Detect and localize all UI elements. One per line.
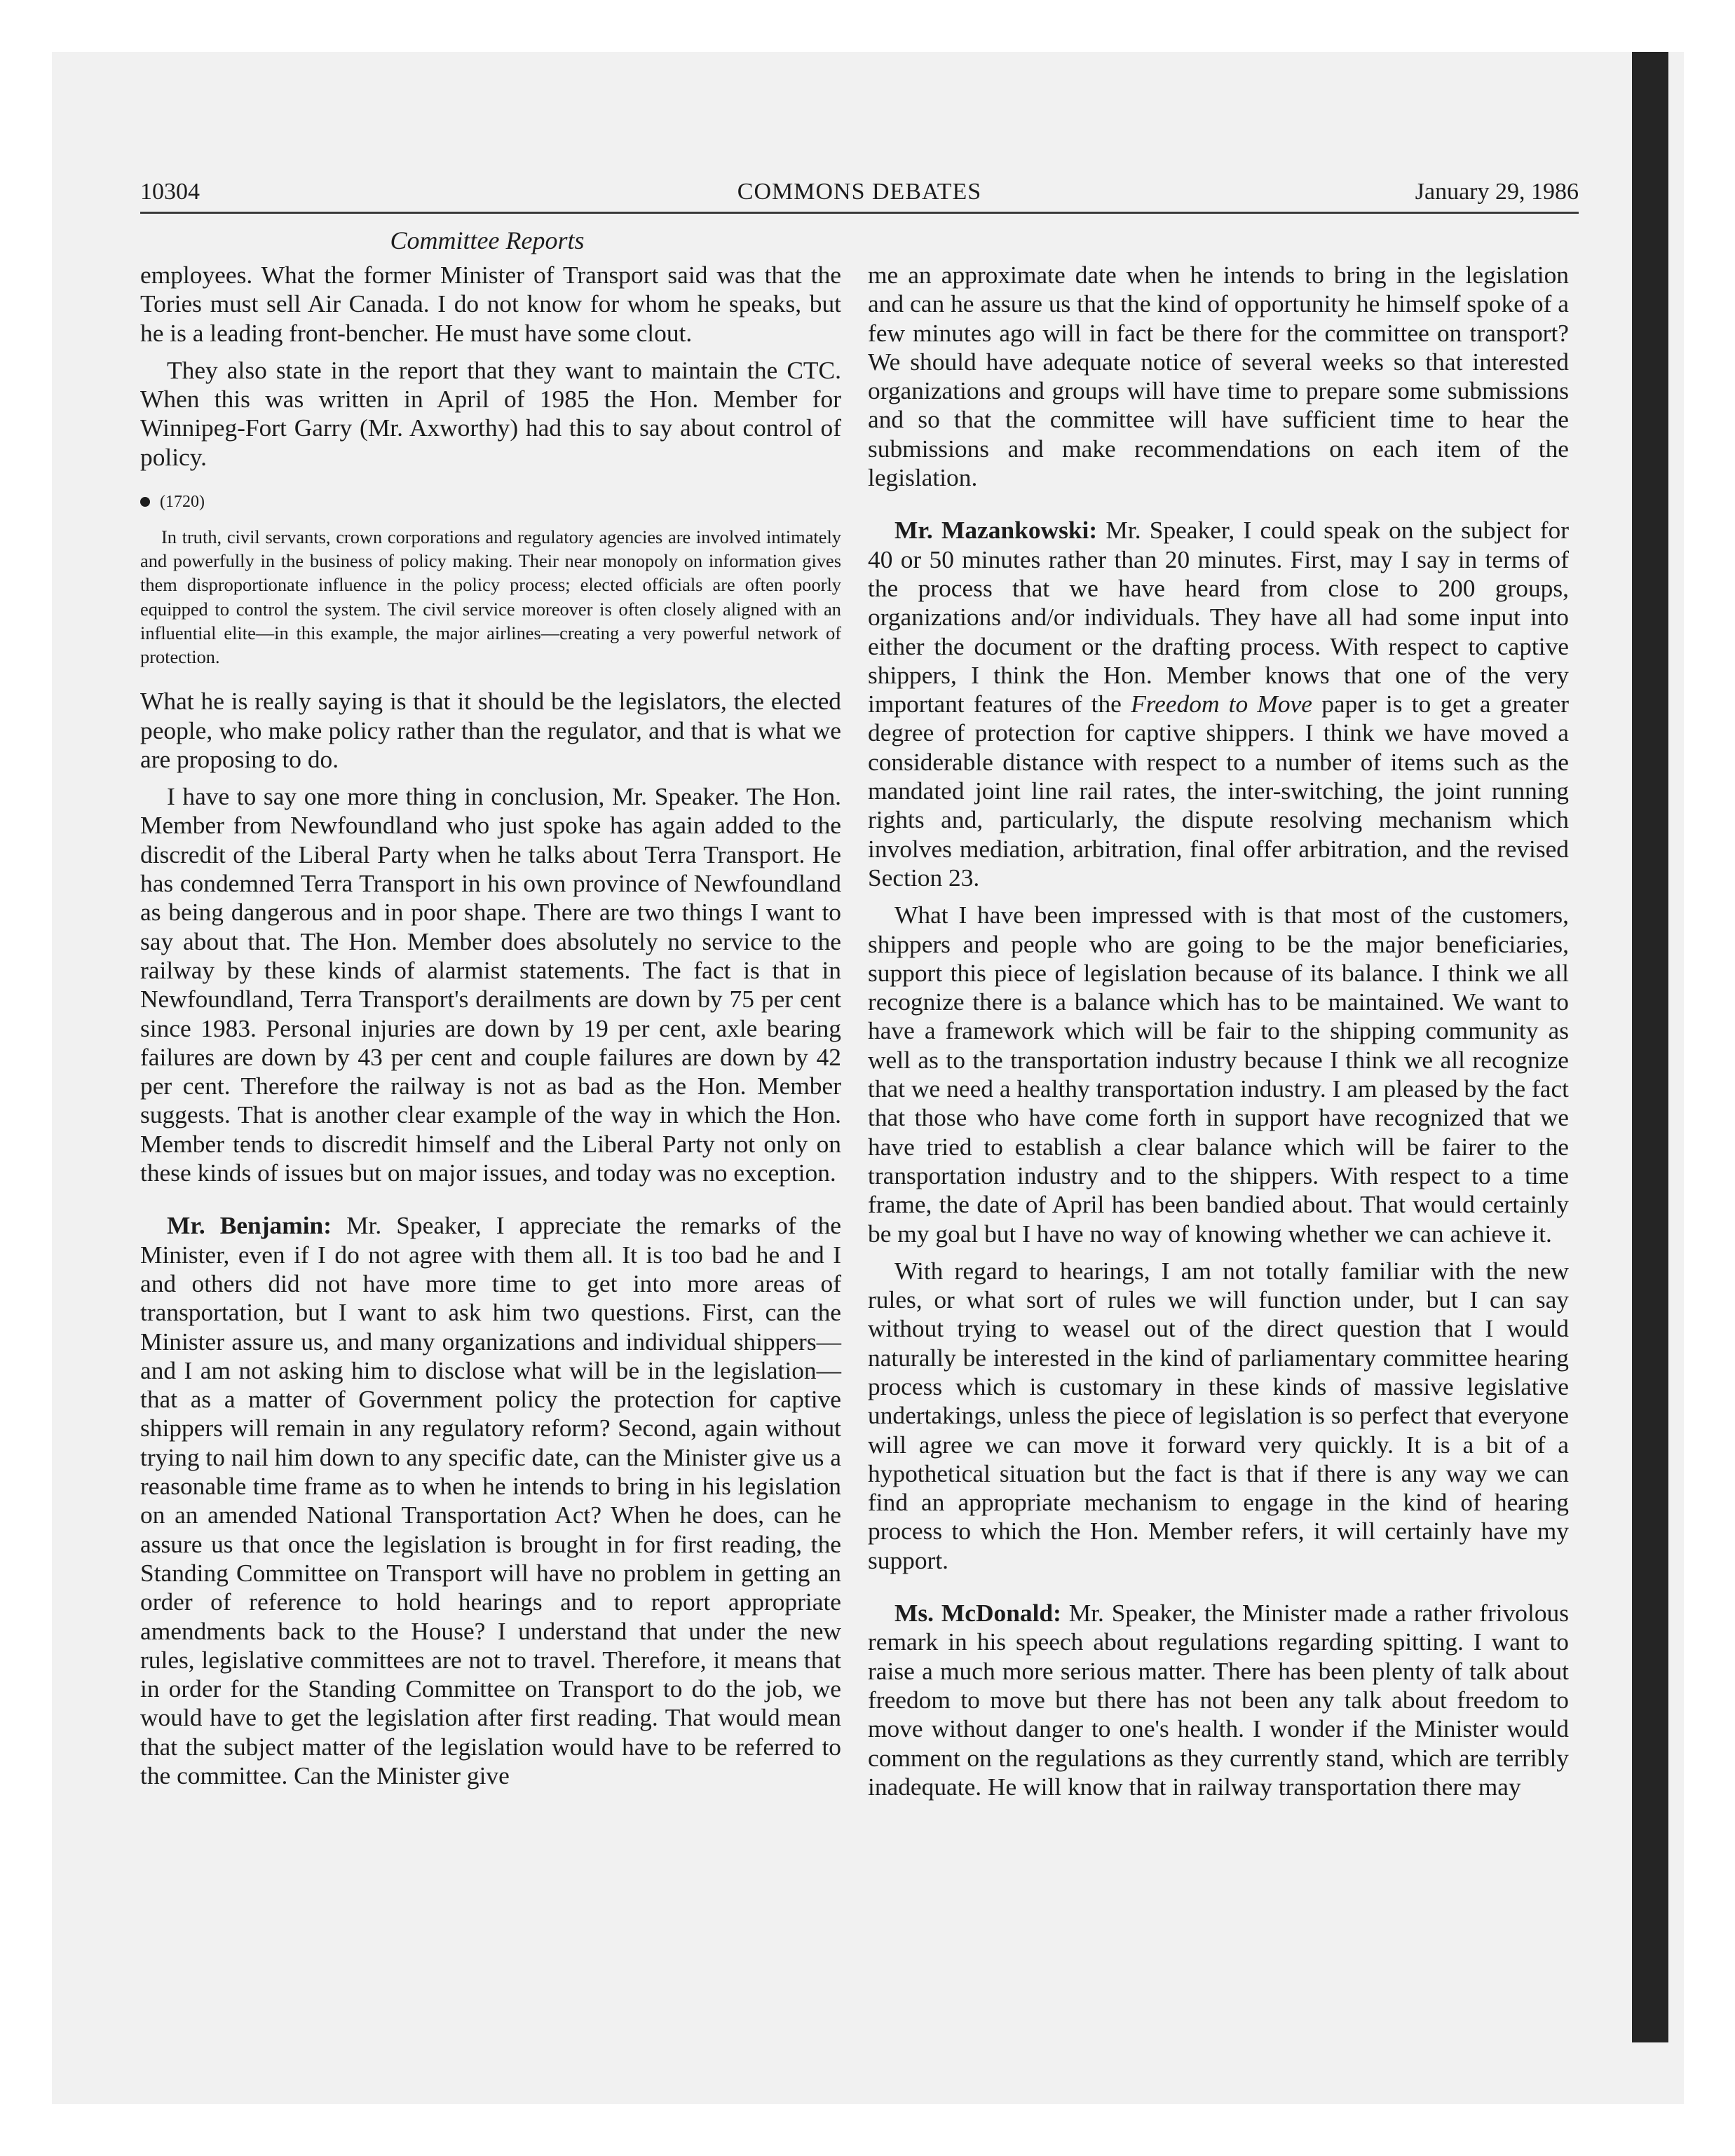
bullet-icon [140, 497, 150, 507]
paragraph: employees. What the former Minister of Transport said was that the Tories must sell Air Canada. I do not know for whom he speaks, but he is a leading front-bencher. He must have some clout. [140, 261, 841, 347]
time-marker [140, 491, 841, 512]
paragraph: I have to say one more thing in conclusion, Mr. Speaker. The Hon. Member from Newfoundland who just spoke has again added to the discredit of the Liberal Party when he talks about Terra Transport. He has condemned Terra Transport in his own province of Newfoundland as being dangerous and in poor shape. There are two things I want to say about that. The Hon. Member does absolutely no service to the railway by these kinds of alarmist statements. The fact is that in Newfoundland, Terra Transport's derailments are down by 75 per cent since 1983. Personal injuries are down by 19 per cent, axle bearing failures are down by 43 per cent and couple failures are down by 42 per cent. Therefore the railway is not as bad as the Hon. Member suggests. That is another clear example of the way in which the Hon. Member tends to discredit himself and the Liberal Party not only on these kinds of issues but on major issues, and today was no exception. [140, 782, 841, 1187]
paragraph: What he is really saying is that it should be the legislators, the elected people, who make policy rather than the regulator, and that is what we are proposing to do. [140, 687, 841, 773]
block-quote: In truth, civil servants, crown corporations and regulatory agencies are involved intimately and powerfully in the business of policy making. Their near monopoly on information gives them disproportionate influence in the policy process; elected officials are often poorly equipped to control the system. The civil service moreover is often closely aligned with an influential elite—in this example, the major airlines—creating a very powerful network of protection. [140, 526, 841, 668]
section-title: Committee Reports [390, 226, 585, 254]
speaker-name: Mr. Benjamin: [167, 1211, 332, 1240]
publication-title: COMMONS DEBATES [737, 179, 982, 205]
speech-paragraph [868, 516, 1569, 892]
speech-text: Mr. Speaker, I appreciate the remarks of the Minister, even if I do not agree with them all. It is too bad he and I and others did not have more time to get into more areas of transportation, but I want to ask him two questions. First, can the Minister assure us, and many organizations and individual shippers—and I am not asking him to disclose what will be in the legislation—that as a matter of Government policy the protection for captive shippers will remain in any regulatory reform? Second, again without trying to nail him down to any specific date, can the Minister give us a reasonable time frame as to when he intends to bring in his legislation on an amended National Transportation Act? When he does, can he assure us that once the legislation is brought in for first reading, the Standing Committee on Transport will have no problem in getting an order of reference to hold hearings and to report appropriate amendments back to the House? I understand that under the new rules, legislative committees are not to travel. Therefore, it means that in order for the Standing Committee on Transport to do the job, we would have to get the legislation after first reading. That would mean that the subject matter of the legislation would have to be referred to the committee. Can the Minister give [140, 1211, 841, 1789]
paragraph: They also state in the report that they want to maintain the CTC. When this was written in April of 1985 the Hon. Member for Winnipeg-Fort Garry (Mr. Axworthy) had this to say about control of policy. [140, 355, 841, 471]
speech-paragraph [868, 1599, 1569, 1801]
publication-date: January 29, 1986 [1415, 179, 1579, 205]
speech-text: Mr. Speaker, I could speak on the subject for 40 or 50 minutes rather than 20 minutes. First, may I say in terms of the process that we have heard from close to 200 groups, organizations and/or individuals. They have all had some input into either the document or the drafting process. With respect to captive shippers, I think the Hon. Member knows that one of the very important features of the [868, 516, 1569, 718]
time-marker-label: (1720) [160, 493, 205, 512]
speaker-name: Mr. Mazankowski: [894, 516, 1098, 545]
speech-text: paper is to get a greater degree of protection for captive shippers. I think we have moved a considerable distance with respect to a number of items such as the mandated joint line rail rates, the inter-switching, the joint running rights and, particularly, the dispute resolving mechanism which involves mediation, arbitration, final offer arbitration, and the revised Section 23. [868, 690, 1569, 892]
document-title: Freedom to Move [1131, 690, 1312, 718]
speaker-name: Ms. McDonald: [894, 1599, 1061, 1628]
right-column [868, 261, 1569, 1801]
speech-paragraph [140, 1211, 841, 1790]
speech-text: Mr. Speaker, the Minister made a rather frivolous remark in his speech about regulations regarding spitting. I want to raise a much more serious matter. There has been plenty of talk about freedom to move but there has not been any talk about freedom to move without danger to one's health. I wonder if the Minister would comment on the regulations as they currently stand, which are terribly inadequate. He will know that in railway transportation there may [868, 1599, 1569, 1801]
paragraph: me an approximate date when he intends to bring in the legislation and can he assure us that the kind of opportunity he himself spoke of a few minutes ago will in fact be there for the committee on transport? We should have adequate notice of several weeks so that interested organizations and groups will have time to prepare some submissions and so that the committee will have sufficient time to hear the submissions and make recommendations on each item of the legislation. [868, 261, 1569, 492]
page-number: 10304 [140, 179, 200, 205]
paragraph: With regard to hearings, I am not totally familiar with the new rules, or what sort of rules we will function under, but I can say without trying to weasel out of the direct question that I would naturally be interested in the kind of parliamentary committee hearing process which is customary in these kinds of massive legislative undertakings, unless the piece of legislation is so perfect that everyone will agree we can move it forward very quickly. It is a bit of a hypothetical situation but the fact is that if there is any way we can find an appropriate mechanism to engage in the kind of hearing process to which the Hon. Member refers, it will certainly have my support. [868, 1256, 1569, 1574]
page-header [140, 175, 1579, 214]
paragraph: What I have been impressed with is that most of the customers, shippers and people who are going to be the major beneficiaries, support this piece of legislation because of its balance. I think we all recognize there is a balance which has to be maintained. We want to have a framework which will be fair to the shipping community as well as to the transportation industry because I think we all recognize that we need a healthy transportation industry. I am pleased by the fact that those who have come forth in support have recognized that we have tried to establish a clear balance which will be fairer to the transportation industry and to the shippers. With respect to a time frame, the date of April has been bandied about. That would certainly be my goal but I have no way of knowing whether we can achieve it. [868, 901, 1569, 1248]
left-column [140, 261, 841, 1790]
binding-edge [1632, 52, 1668, 2042]
